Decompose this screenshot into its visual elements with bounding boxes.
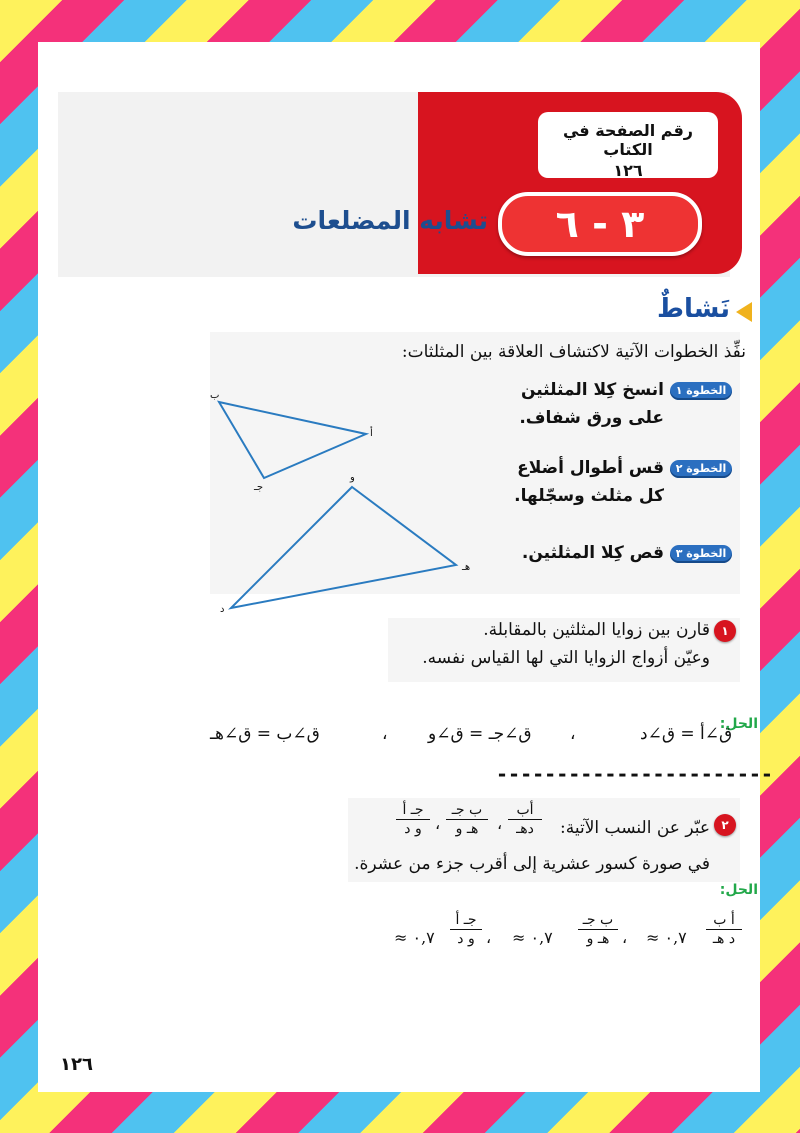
q2-comma-1: ، <box>497 814 503 833</box>
question-1-solution-label: الحل: <box>719 716 758 732</box>
q2-ratio-2 <box>446 802 488 837</box>
vertex-label-j: جـ <box>254 482 264 493</box>
question-1-text <box>422 616 710 672</box>
activity-intro: نفِّذ الخطوات الآتية لاكتشاف العلاقة بين المثلثات: <box>401 342 746 362</box>
lesson-number: ٣ - ٦ <box>498 192 702 256</box>
triangles-figure <box>198 382 498 612</box>
vertex-label-d: د <box>220 604 225 615</box>
q2-ratio-1-num: أب <box>516 802 534 818</box>
question-1-line2: وعيّن أزواج الزوايا التي لها القياس نفسه. <box>422 648 710 668</box>
triangle-dwh <box>231 487 456 608</box>
q2-answer-1-num: أ ب <box>713 912 735 928</box>
q1-answer-2: ق∠جـ = ق∠و <box>428 724 532 744</box>
q2-answer-2-frac <box>578 912 618 947</box>
triangle-abj <box>219 402 366 478</box>
vertex-label-w: و <box>350 472 355 483</box>
step-3-line1: قص كِلا المثلثين. <box>521 543 664 563</box>
fraction-bar <box>396 819 430 820</box>
step-2-text <box>514 454 664 510</box>
q2-ratio-3-den: و د <box>404 821 422 837</box>
page-ref-number: ١٢٦ <box>613 161 643 180</box>
step-1-line2: على ورق شفاف. <box>519 408 664 428</box>
q1-separator-2: ، <box>382 724 388 744</box>
step-2-line2: كل مثلث وسجّلها. <box>514 486 664 506</box>
q2-answer-3-den: و د <box>457 931 475 947</box>
step-3-badge: الخطوة ٣ <box>670 545 732 563</box>
q1-separator-1: ، <box>570 724 576 744</box>
vertex-label-h: هـ <box>462 562 471 573</box>
q2-answer-sep-1: ، <box>622 928 628 947</box>
q2-ratio-3-num: جـ أ <box>402 802 424 818</box>
step-1-badge: الخطوة ١ <box>670 382 732 400</box>
question-2-line2: في صورة كسور عشرية إلى أقرب جزء من عشرة. <box>354 854 710 874</box>
q2-ratio-2-num: ب جـ <box>451 802 483 818</box>
step-2-badge: الخطوة ٢ <box>670 460 732 478</box>
q2-answer-2-den: هـ و <box>586 931 610 947</box>
q2-answer-3-num: جـ أ <box>455 912 477 928</box>
question-1-number: ١ <box>714 620 736 642</box>
q2-answer-3-value: ≈ ٠,٧ <box>394 928 435 947</box>
q1-answer-1: ق∠أ = ق∠د <box>640 724 733 744</box>
q2-answer-1-den: د هـ <box>712 931 736 947</box>
q2-ratio-2-den: هـ و <box>455 821 479 837</box>
q2-answer-1-frac <box>706 912 742 947</box>
fraction-bar <box>446 819 488 820</box>
step-3-text <box>522 539 664 567</box>
q1-answer-3: ق∠ب = ق∠هـ <box>210 724 320 744</box>
q2-answer-sep-2: ، <box>486 928 492 947</box>
vertex-label-b: ب <box>210 390 220 401</box>
fraction-bar <box>450 929 482 930</box>
q2-answer-2-num: ب جـ <box>582 912 614 928</box>
q2-comma-2: ، <box>435 814 441 833</box>
page-number: ١٢٦ <box>60 1054 93 1075</box>
q2-ratio-1-den: دهـ <box>516 821 534 837</box>
worksheet-page <box>38 42 773 1092</box>
question-2-line1: عبّر عن النسب الآتية: <box>560 818 710 838</box>
q2-ratio-3 <box>396 802 430 837</box>
q2-ratio-1 <box>508 802 542 837</box>
vertex-label-a: أ <box>370 428 373 439</box>
question-2-number: ٢ <box>714 814 736 836</box>
lesson-title: تشابه المضلعات <box>292 206 488 235</box>
step-2-line1: قس أطوال أضلاع <box>517 458 664 478</box>
triangle-arrow-icon <box>736 302 752 322</box>
fraction-bar <box>508 819 542 820</box>
dashed-divider: ----------------------- <box>496 762 773 786</box>
q2-answer-2-value: ≈ ٠,٧ <box>512 928 553 947</box>
fraction-bar <box>706 929 742 930</box>
q2-answer-1-value: ≈ ٠,٧ <box>646 928 687 947</box>
fraction-bar <box>578 929 618 930</box>
question-2-solution-label: الحل: <box>719 882 758 898</box>
activity-title: نَشاطٌ <box>657 294 730 324</box>
q2-answer-3-frac <box>450 912 482 947</box>
page-ref-label: رقم الصفحة في الكتاب <box>562 121 694 159</box>
page-reference-box <box>538 112 718 178</box>
step-1-text <box>519 376 664 432</box>
step-1-line1: انسخ كِلا المثلثين <box>520 380 664 400</box>
activity-heading <box>657 294 752 324</box>
question-1-line1: قارن بين زوايا المثلثين بالمقابلة. <box>483 620 710 640</box>
